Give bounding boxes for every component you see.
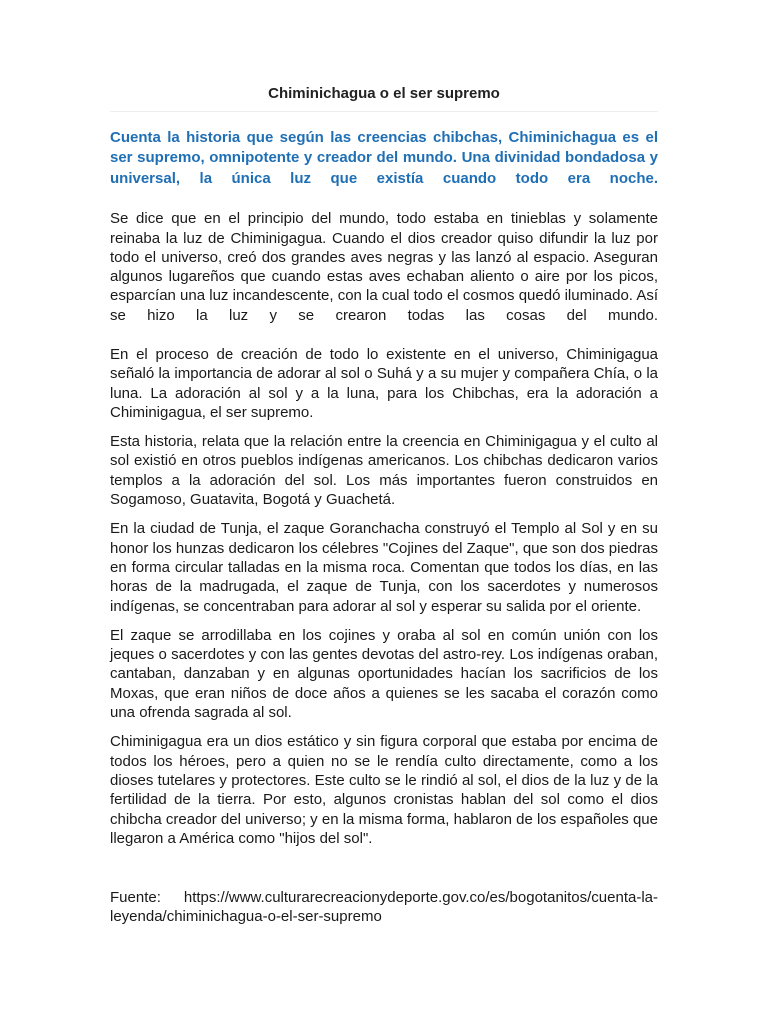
paragraph-1: Se dice que en el principio del mundo, todo estaba en tinieblas y solamente reinaba la luz de Chiminigagua. Cuando el dios creador quiso difundir la luz por todo el universo, creó dos grandes aves negras y las lanzó al espacio. Aseguran algunos lugareños que cuando estas aves echaban aliento o aire por los picos, esparcían una luz incandescente, con la cual todo el cosmos quedó iluminado. Así se hizo la luz y se crearon todas las cosas del mundo. — [110, 210, 658, 324]
document-page — [110, 84, 658, 927]
intro-paragraph: Cuenta la historia que según las creencias chibchas, Chiminichagua es el ser supremo, omnipotente y creador del mundo. Una divinidad bondadosa y universal, la única luz que existía cuando todo era noche. — [110, 129, 658, 187]
paragraph-6: Chiminigagua era un dios estático y sin figura corporal que estaba por encima de todos los héroes, pero a quien no se le rendía culto directamente, como a los dioses tutelares y protectores. Este culto se le rindió al sol, el dios de la luz y de la fertilidad de la tierra. Por esto, algunos cronistas hablan del sol como el dios chibcha creador del universo; y en la misma forma, hablaron de los españoles que llegaron a América como "hijos del sol". — [110, 733, 658, 847]
source-citation: Fuente: https://www.culturarecreacionydeporte.gov.co/es/bogotanitos/cuenta-la-leyenda/chiminichagua-o-el-ser-supremo — [110, 889, 658, 926]
paragraph-5: El zaque se arrodillaba en los cojines y oraba al sol en común unión con los jeques o sacerdotes y con las gentes devotas del astro-rey. Los indígenas oraban, cantaban, danzaban y en algunas oportunidades hacían los sacrificios de los Moxas, que eran niños de doce años a quienes se les sacaba el corazón como una ofrenda sagrada al sol. — [110, 626, 658, 722]
title-divider — [110, 111, 658, 112]
page-title: Chiminichagua o el ser supremo — [268, 85, 500, 102]
paragraph-4: En la ciudad de Tunja, el zaque Goranchacha construyó el Templo al Sol y en su honor los hunzas dedicaron los célebres "Cojines del Zaque", que son dos piedras en forma circular talladas en la misma roca. Comentan que todos los días, en las horas de la madrugada, el zaque de Tunja, con los sacerdotes y numerosos indígenas, se concentraban para adorar al sol y esperar su salida por el oriente. — [110, 520, 658, 615]
paragraph-2: En el proceso de creación de todo lo existente en el universo, Chiminigagua señaló la importancia de adorar al sol o Suhá y a su mujer y compañera Chía, o la luna. La adoración al sol y a la luna, para los Chibchas, era la adoración a Chiminigagua, el ser supremo. — [110, 346, 658, 421]
paragraph-3: Esta historia, relata que la relación entre la creencia en Chiminigagua y el culto al sol existió en otros pueblos indígenas americanos. Los chibchas dedicaron varios templos a la adoración del sol. Los más importantes fueron construidos en Sogamoso, Guatavita, Bogotá y Guachetá. — [110, 433, 658, 509]
